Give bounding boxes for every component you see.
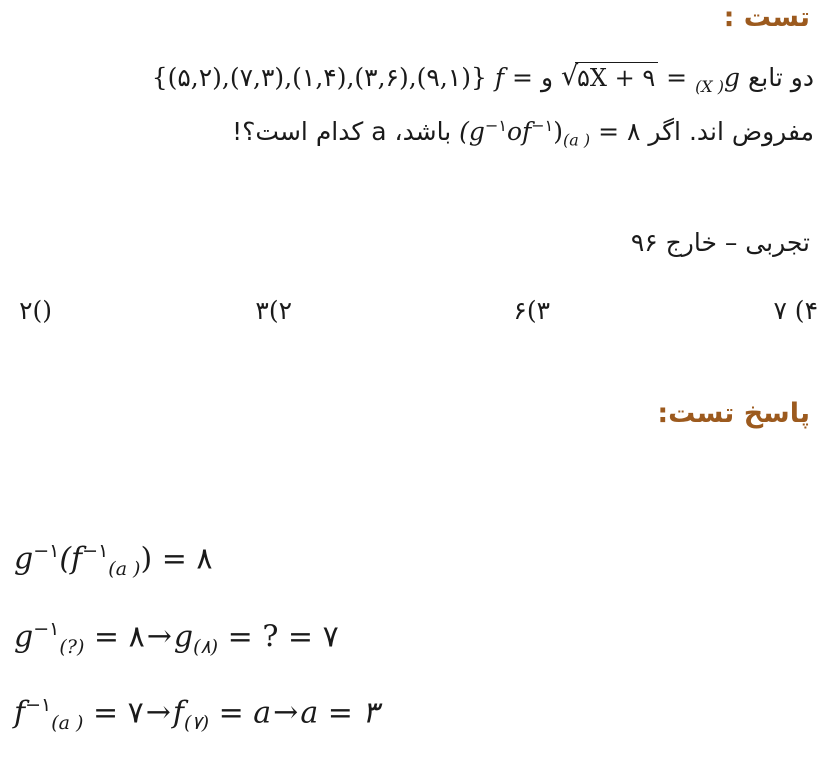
- sol3-f-subscript: (a ): [51, 712, 84, 735]
- question-line2-tail: باشد، a کدام است؟!: [232, 117, 452, 146]
- test-heading: تست :: [723, 2, 810, 33]
- composition-close: ): [553, 117, 564, 146]
- g-subscript: (X ): [695, 76, 725, 96]
- sol3-final-result: a = ۳: [300, 695, 379, 731]
- answer-heading: پاسخ تست:: [657, 398, 810, 429]
- solution-line-1: [14, 540, 213, 580]
- conjunction-and: و: [540, 63, 554, 92]
- composition-open: (g: [459, 117, 485, 146]
- sol3-f-exponent: −۱: [25, 694, 52, 716]
- sol3-equals-7: = ۷: [92, 695, 144, 731]
- sol2-equals-result: = ? = ۷: [227, 619, 339, 655]
- g-equals-sign: =: [666, 63, 688, 92]
- composition-expression: [459, 116, 640, 151]
- composition-of: of: [506, 117, 532, 146]
- sol3-f2: f: [172, 695, 185, 731]
- question-line1-prefix: دو تابع: [748, 63, 814, 92]
- sol3-arrow-2-icon: →: [273, 695, 299, 731]
- sol2-g: g: [14, 619, 34, 655]
- answer-option-3[interactable]: ۶(۳: [513, 296, 550, 325]
- sol1-g-exponent: −۱: [33, 540, 60, 562]
- sol2-g-subscript: (?): [59, 636, 85, 659]
- g-inverse-exponent: −۱: [484, 116, 507, 136]
- square-root-expression: [561, 62, 658, 93]
- radical-sign: √: [560, 61, 579, 92]
- sol2-arrow-icon: →: [146, 619, 172, 655]
- composition-subscript: (a ): [563, 130, 591, 150]
- sol1-close: ): [140, 541, 153, 577]
- sol1-equals: = ۸: [161, 541, 213, 577]
- sol1-f-exponent: −۱: [82, 540, 109, 562]
- solution-line-2: [14, 618, 339, 658]
- sol3-equals-a: = a: [218, 695, 272, 731]
- sol1-f-subscript: (a ): [108, 558, 141, 581]
- sol2-equals-8: = ۸: [93, 619, 145, 655]
- solution-line-3: [14, 694, 379, 734]
- f-function-equals: f =: [494, 63, 533, 92]
- answer-options-row: [0, 296, 832, 336]
- sol3-f: f: [14, 695, 26, 731]
- sol2-g2-subscript: (۸): [193, 636, 219, 659]
- question-line2-prefix: مفروض اند. اگر: [648, 117, 814, 146]
- exam-source: تجربی – خارج ۹۶: [630, 228, 810, 257]
- answer-option-1[interactable]: ۲(): [19, 296, 52, 325]
- sol1-g: g: [14, 541, 34, 577]
- question-line-2: [232, 116, 814, 151]
- sol3-f2-subscript: (۷): [184, 712, 210, 735]
- f-inverse-exponent: −۱: [531, 116, 554, 136]
- radicand: ۵X + ۹: [575, 62, 658, 93]
- composition-equals-8: = ۸: [598, 117, 641, 146]
- f-ordered-pairs-set: {(۵,۲),(۷,۳),(۱,۴),(۳,۶),(۹,۱)}: [151, 63, 487, 92]
- g-function-name: g: [724, 63, 741, 92]
- sol2-g2: g: [173, 619, 194, 655]
- sol2-g-exponent: −۱: [33, 618, 60, 640]
- sol1-open-f: (f: [59, 541, 83, 577]
- question-line-1: [152, 62, 814, 97]
- sol3-arrow-1-icon: →: [145, 695, 171, 731]
- answer-option-4[interactable]: ۷ (۴: [773, 296, 818, 325]
- answer-option-2[interactable]: ۳(۲: [255, 296, 292, 325]
